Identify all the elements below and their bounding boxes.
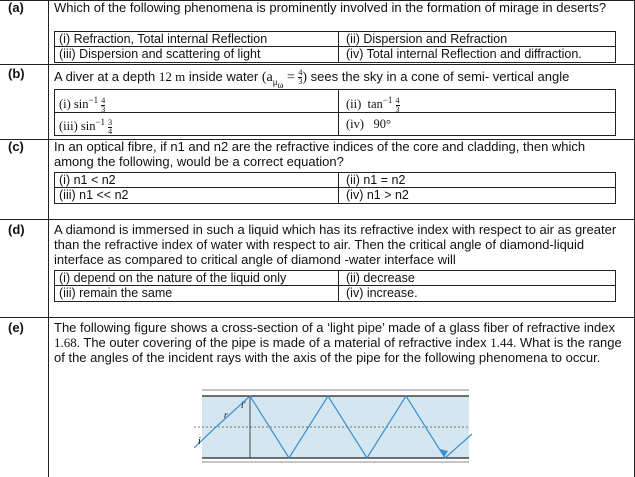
- light-pipe-figure: [194, 386, 494, 466]
- option-a-i[interactable]: (i) Refraction, Total internal Reflection: [59, 32, 268, 46]
- option-d-ii[interactable]: (ii) decrease: [346, 271, 415, 285]
- question-e-label: (e): [8, 320, 24, 335]
- option-d-iv[interactable]: (iv) increase.: [346, 286, 418, 300]
- question-d-label: (d): [8, 222, 25, 237]
- option-a-iv[interactable]: (iv) Total internal Reflection and diffraction.: [346, 47, 582, 61]
- question-a-text: Which of the following phenomena is prominently involved in the formation of mirage in deserts?: [54, 0, 607, 15]
- question-d: [0, 219, 634, 318]
- question-b-label: (b): [8, 66, 25, 81]
- question-b-text: A diver at a depth 12 m inside water ($a_{\mu_\omega}$ = $\frac{4}{3}$ ) sees the sky in a cone of semi- vertical angle: [54, 68, 570, 90]
- option-c-i[interactable]: (i) n1 < n2: [59, 173, 116, 187]
- question-b-options: [54, 89, 616, 136]
- option-a-iii[interactable]: (iii) Dispersion and scattering of light: [59, 47, 261, 61]
- question-c-text: In an optical fibre, if n1 and n2 are the refractive indices of the core and cladding, then which among the following, would be a correct equation?: [54, 139, 586, 169]
- question-e: [0, 317, 634, 477]
- question-e-text: The following figure shows a cross-section of a ‘light pipe’ made of a glass fiber of refractive index 1.68. The outer covering of the pipe is made of a material of refractive index 1.44. What is the range of the angles of the incident rays with the axis of the pipe for the following phenomena to occur.: [54, 320, 622, 365]
- option-a-ii[interactable]: (ii) Dispersion and Refraction: [346, 32, 508, 46]
- question-c-options: [54, 172, 616, 204]
- option-c-iv[interactable]: (iv) n1 > n2: [346, 188, 409, 202]
- question-a: [0, 0, 634, 65]
- angle-i-prime-label: i′: [241, 400, 246, 410]
- angle-r-label: r: [224, 410, 228, 420]
- option-b-iii[interactable]: (iii) $\sin^{-1}$ $\frac{3}{4}$: [59, 117, 113, 136]
- question-a-label: (a): [8, 0, 24, 15]
- option-b-ii[interactable]: (ii) $\tan^{-1}$ $\frac{4}{3}$: [346, 95, 400, 114]
- option-d-i[interactable]: (i) depend on the nature of the liquid only: [59, 271, 287, 285]
- option-c-iii[interactable]: (iii) n1 << n2: [59, 188, 129, 202]
- question-c-label: (c): [8, 139, 24, 154]
- question-a-options: [54, 31, 616, 63]
- option-d-iii[interactable]: (iii) remain the same: [59, 286, 173, 300]
- angle-i-label: i: [198, 436, 201, 447]
- question-c: [0, 139, 634, 220]
- option-b-iv[interactable]: (iv) 90°: [346, 117, 391, 131]
- option-c-ii[interactable]: (ii) n1 = n2: [346, 173, 406, 187]
- question-b: [0, 64, 634, 140]
- question-d-text: A diamond is immersed in such a liquid which has its refractive index with respect to air as greater than the refractive index of water with respect to air. Then the critical angle of diamond-liquid interface as compared to critical angle of diamond -water interface will: [54, 222, 617, 267]
- question-d-options: [54, 270, 616, 302]
- option-b-i[interactable]: (i) $\sin^{-1}$ $\frac{4}{3}$: [59, 95, 106, 114]
